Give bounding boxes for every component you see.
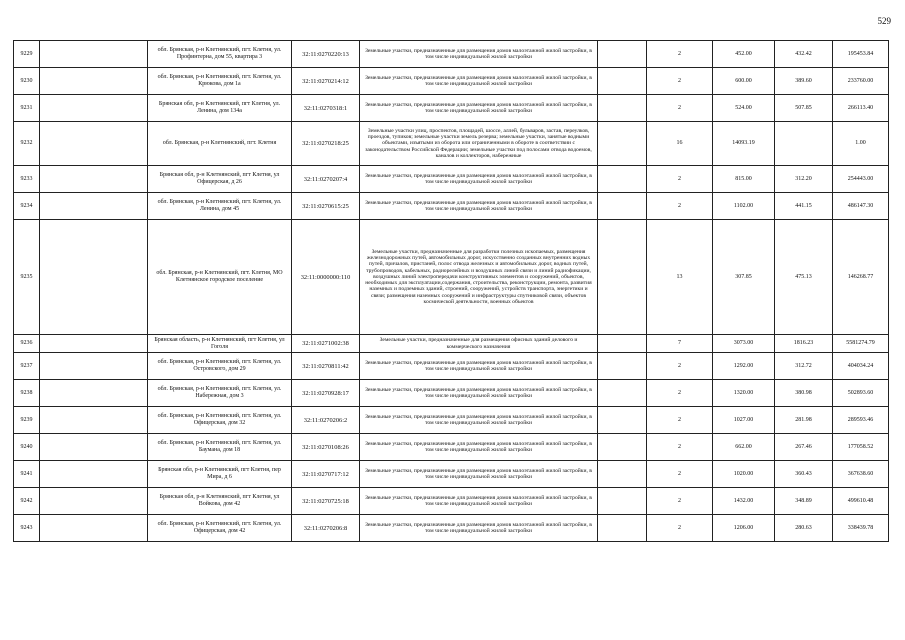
row-number-cell: 9233 xyxy=(14,166,40,193)
table-row xyxy=(14,193,889,220)
empty-cell xyxy=(598,68,647,95)
cadastral-number-cell: 32:11:0270220:13 xyxy=(292,41,360,68)
empty-cell xyxy=(598,488,647,515)
empty-cell xyxy=(40,335,148,353)
group-code-cell: 2 xyxy=(647,41,713,68)
row-number-cell: 9242 xyxy=(14,488,40,515)
cadastral-number-cell: 32:11:0000000:110 xyxy=(292,220,360,335)
group-code-cell: 2 xyxy=(647,515,713,542)
land-use-cell: Земельные участки, предназначенные для размещения домов малоэтажной жилой застройки, в том числе индивидуальной жилой застройки xyxy=(360,193,598,220)
table-row xyxy=(14,407,889,434)
cadastral-value-cell: 338439.78 xyxy=(833,515,889,542)
area-cell: 600.00 xyxy=(713,68,775,95)
empty-cell xyxy=(40,434,148,461)
area-cell: 1102.00 xyxy=(713,193,775,220)
area-cell: 524.00 xyxy=(713,95,775,122)
row-number-cell: 9243 xyxy=(14,515,40,542)
cadastral-value-cell: 254443.00 xyxy=(833,166,889,193)
address-cell: Брянская обл, р-н Клетнянский, пгт Клетня, ул Войкова, дом 42 xyxy=(148,488,292,515)
area-cell: 14093.19 xyxy=(713,122,775,166)
row-number-cell: 9241 xyxy=(14,461,40,488)
group-code-cell: 7 xyxy=(647,335,713,353)
specific-value-cell: 281.98 xyxy=(775,407,833,434)
empty-cell xyxy=(40,166,148,193)
specific-value-cell: 507.85 xyxy=(775,95,833,122)
area-cell: 815.00 xyxy=(713,166,775,193)
group-code-cell: 2 xyxy=(647,380,713,407)
table-row xyxy=(14,353,889,380)
land-use-cell: Земельные участки, предназначенные для размещения домов малоэтажной жилой застройки, в том числе индивидуальной жилой застройки xyxy=(360,380,598,407)
address-cell: обл. Брянская, р-н Клетнянский, пгт. Клетня, ул. Ленина, дом 45 xyxy=(148,193,292,220)
land-use-cell: Земельные участки, предназначенные для размещения домов малоэтажной жилой застройки, в том числе индивидуальной жилой застройки xyxy=(360,488,598,515)
table-row xyxy=(14,220,889,335)
specific-value-cell: 1816.23 xyxy=(775,335,833,353)
table-row xyxy=(14,122,889,166)
address-cell: обл. Брянская, р-н Клетнянский, пгт. Клетня, ул. Баумана, дом 18 xyxy=(148,434,292,461)
specific-value-cell xyxy=(775,122,833,166)
area-cell: 1027.00 xyxy=(713,407,775,434)
table-row xyxy=(14,95,889,122)
land-use-cell: Земельные участки, предназначенные для размещения домов малоэтажной жилой застройки, в том числе индивидуальной жилой застройки xyxy=(360,41,598,68)
cadastral-number-cell: 32:11:0271002:38 xyxy=(292,335,360,353)
group-code-cell: 2 xyxy=(647,95,713,122)
cadastral-number-cell: 32:11:0270811:42 xyxy=(292,353,360,380)
empty-cell xyxy=(598,515,647,542)
table-row xyxy=(14,68,889,95)
address-cell: обл. Брянская, р-н Клетнянский, пгт. Клетня, ул. Профинтерна, дом 55, квартира 3 xyxy=(148,41,292,68)
specific-value-cell: 348.89 xyxy=(775,488,833,515)
cadastral-value-cell: 146268.77 xyxy=(833,220,889,335)
row-number-cell: 9229 xyxy=(14,41,40,68)
specific-value-cell: 380.98 xyxy=(775,380,833,407)
address-cell: обл. Брянская, р-н Клетнянский, пгт. Клетня xyxy=(148,122,292,166)
row-number-cell: 9232 xyxy=(14,122,40,166)
land-use-cell: Земельные участки улиц, проспектов, площадей, шоссе, аллей, бульваров, застав, переулков, проездов, тупиков; земельные участки земель резерва; земельные участки, занятые водными объектами, изъятыми из оборота или ограниченными в обороте в соответствии с законодательством Российской Федерации; земельные участки под полосами отвода водоемов, каналов и коллекторов, набережные xyxy=(360,122,598,166)
specific-value-cell: 389.60 xyxy=(775,68,833,95)
cadastral-number-cell: 32:11:0270214:12 xyxy=(292,68,360,95)
empty-cell xyxy=(598,122,647,166)
table-row xyxy=(14,335,889,353)
address-cell: обл. Брянская, р-н Клетнянский, пгт. Клетня, ул. Офицерская, дом 32 xyxy=(148,407,292,434)
group-code-cell: 2 xyxy=(647,407,713,434)
empty-cell xyxy=(598,220,647,335)
address-cell: обл. Брянская, р-н Клетнянский, пгт. Клетня, ул. Островского, дом 29 xyxy=(148,353,292,380)
area-cell: 1292.00 xyxy=(713,353,775,380)
cadastral-value-cell: 367638.60 xyxy=(833,461,889,488)
area-cell: 307.85 xyxy=(713,220,775,335)
cadastral-value-cell: 486147.30 xyxy=(833,193,889,220)
cadastral-value-cell: 289593.46 xyxy=(833,407,889,434)
cadastral-number-cell: 32:11:0270717:12 xyxy=(292,461,360,488)
empty-cell xyxy=(598,380,647,407)
land-use-cell: Земельные участки, предназначенные для размещения домов малоэтажной жилой застройки, в том числе индивидуальной жилой застройки xyxy=(360,353,598,380)
empty-cell xyxy=(40,68,148,95)
empty-cell xyxy=(598,353,647,380)
registry-body xyxy=(14,41,889,542)
specific-value-cell: 312.20 xyxy=(775,166,833,193)
area-cell: 662.00 xyxy=(713,434,775,461)
land-use-cell: Земельные участки, предназначенные для разработки полезных ископаемых, размещения железнодорожных путей, автомобильных дорог, искусственно созданных внутренних водных путей, причалов, пристаней, полос отвода железных и автомобильных дорог, водных путей, трубопроводов, кабельных, радиорелейных и воздушных линий связи и линий радиофикации, воздушных линий электропередачи конструктивных элементов и сооружений, объектов, необходимых для эксплуатации,содержания, строительства, реконструкции, ремонта, развития наземных и подземных зданий, строений, сооружений, устройств транспорта, энергетики и связи; размещения наземных сооружений и инфраструктуры спутниковой связи, объектов космической деятельности, военных объектов xyxy=(360,220,598,335)
cadastral-value-cell: 195453.84 xyxy=(833,41,889,68)
cadastral-value-cell: 177058.52 xyxy=(833,434,889,461)
group-code-cell: 2 xyxy=(647,166,713,193)
group-code-cell: 16 xyxy=(647,122,713,166)
cadastral-number-cell: 32:11:0270928:17 xyxy=(292,380,360,407)
empty-cell xyxy=(598,461,647,488)
empty-cell xyxy=(40,95,148,122)
table-row xyxy=(14,41,889,68)
cadastral-number-cell: 32:11:0270218:25 xyxy=(292,122,360,166)
area-cell: 1206.00 xyxy=(713,515,775,542)
cadastral-value-cell: 233760.00 xyxy=(833,68,889,95)
area-cell: 1020.00 xyxy=(713,461,775,488)
land-use-cell: Земельные участки, предназначенные для размещения домов малоэтажной жилой застройки, в том числе индивидуальной жилой застройки xyxy=(360,166,598,193)
row-number-cell: 9237 xyxy=(14,353,40,380)
row-number-cell: 9231 xyxy=(14,95,40,122)
address-cell: Брянская обл, р-н Клетнянский, пгт Клетня, пер Мира, д 6 xyxy=(148,461,292,488)
empty-cell xyxy=(40,380,148,407)
area-cell: 1432.00 xyxy=(713,488,775,515)
group-code-cell: 2 xyxy=(647,193,713,220)
area-cell: 452.00 xyxy=(713,41,775,68)
specific-value-cell: 312.72 xyxy=(775,353,833,380)
land-use-cell: Земельные участки, предназначенные для размещения домов малоэтажной жилой застройки, в том числе индивидуальной жилой застройки xyxy=(360,461,598,488)
empty-cell xyxy=(40,407,148,434)
cadastral-value-cell: 404034.24 xyxy=(833,353,889,380)
cadastral-value-cell: 266113.40 xyxy=(833,95,889,122)
row-number-cell: 9236 xyxy=(14,335,40,353)
row-number-cell: 9235 xyxy=(14,220,40,335)
land-use-cell: Земельные участки, предназначенные для размещения домов малоэтажной жилой застройки, в том числе индивидуальной жилой застройки xyxy=(360,407,598,434)
area-cell: 3073.00 xyxy=(713,335,775,353)
empty-cell xyxy=(40,488,148,515)
specific-value-cell: 280.63 xyxy=(775,515,833,542)
empty-cell xyxy=(598,95,647,122)
table-row xyxy=(14,515,889,542)
empty-cell xyxy=(598,166,647,193)
empty-cell xyxy=(40,515,148,542)
address-cell: Брянская обл, р-н Клетнянский, пгт Клетня, ул. Ленина, дом 134а xyxy=(148,95,292,122)
empty-cell xyxy=(40,122,148,166)
specific-value-cell: 432.42 xyxy=(775,41,833,68)
cadastral-value-cell: 5581274.79 xyxy=(833,335,889,353)
group-code-cell: 2 xyxy=(647,488,713,515)
page-number: 529 xyxy=(877,16,891,26)
address-cell: обл. Брянская, р-н Клетнянский, пгт. Клетня, ул. Офицерская, дом 42 xyxy=(148,515,292,542)
cadastral-value-cell: 502893.60 xyxy=(833,380,889,407)
row-number-cell: 9239 xyxy=(14,407,40,434)
group-code-cell: 13 xyxy=(647,220,713,335)
table-row xyxy=(14,166,889,193)
table-row xyxy=(14,434,889,461)
empty-cell xyxy=(40,461,148,488)
empty-cell xyxy=(40,193,148,220)
empty-cell xyxy=(598,434,647,461)
land-registry-table xyxy=(13,40,889,542)
address-cell: обл. Брянская, р-н Клетнянский, пгт. Клетня, ул. Крюкова, дом 1а xyxy=(148,68,292,95)
specific-value-cell: 267.46 xyxy=(775,434,833,461)
group-code-cell: 2 xyxy=(647,461,713,488)
area-cell: 1320.00 xyxy=(713,380,775,407)
address-cell: обл. Брянская, р-н Клетнянский, пгт. Клетня, ул. Набережная, дом 3 xyxy=(148,380,292,407)
cadastral-number-cell: 32:11:0270108:26 xyxy=(292,434,360,461)
address-cell: обл. Брянская, р-н Клетнянский, пгт. Клетня, МО Клетнянское городское поселение xyxy=(148,220,292,335)
cadastral-number-cell: 32:11:0270206:8 xyxy=(292,515,360,542)
group-code-cell: 2 xyxy=(647,353,713,380)
land-use-cell: Земельные участки, предназначенные для размещения офисных зданий делового и коммерческого назначения xyxy=(360,335,598,353)
row-number-cell: 9234 xyxy=(14,193,40,220)
specific-value-cell: 475.13 xyxy=(775,220,833,335)
empty-cell xyxy=(598,335,647,353)
specific-value-cell: 441.15 xyxy=(775,193,833,220)
land-use-cell: Земельные участки, предназначенные для размещения домов малоэтажной жилой застройки, в том числе индивидуальной жилой застройки xyxy=(360,95,598,122)
address-cell: Брянская область, р-н Клетнянский, пгт Клетня, ул Гоголя xyxy=(148,335,292,353)
table-row xyxy=(14,380,889,407)
cadastral-value-cell: 499610.48 xyxy=(833,488,889,515)
empty-cell xyxy=(598,407,647,434)
cadastral-number-cell: 32:11:0270725:18 xyxy=(292,488,360,515)
cadastral-number-cell: 32:11:0270207:4 xyxy=(292,166,360,193)
table-row xyxy=(14,488,889,515)
cadastral-number-cell: 32:11:0270615:25 xyxy=(292,193,360,220)
empty-cell xyxy=(40,41,148,68)
empty-cell xyxy=(40,220,148,335)
group-code-cell: 2 xyxy=(647,68,713,95)
table-row xyxy=(14,461,889,488)
address-cell: Брянская обл, р-н Клетнянский, пгт Клетня, ул Офицерская, д 26 xyxy=(148,166,292,193)
row-number-cell: 9238 xyxy=(14,380,40,407)
cadastral-value-cell: 1.00 xyxy=(833,122,889,166)
row-number-cell: 9230 xyxy=(14,68,40,95)
land-use-cell: Земельные участки, предназначенные для размещения домов малоэтажной жилой застройки, в том числе индивидуальной жилой застройки xyxy=(360,434,598,461)
cadastral-number-cell: 32:11:0270206:2 xyxy=(292,407,360,434)
land-use-cell: Земельные участки, предназначенные для размещения домов малоэтажной жилой застройки, в том числе индивидуальной жилой застройки xyxy=(360,515,598,542)
group-code-cell: 2 xyxy=(647,434,713,461)
row-number-cell: 9240 xyxy=(14,434,40,461)
land-use-cell: Земельные участки, предназначенные для размещения домов малоэтажной жилой застройки, в том числе индивидуальной жилой застройки xyxy=(360,68,598,95)
specific-value-cell: 360.43 xyxy=(775,461,833,488)
empty-cell xyxy=(598,41,647,68)
empty-cell xyxy=(598,193,647,220)
cadastral-number-cell: 32:11:0270318:1 xyxy=(292,95,360,122)
empty-cell xyxy=(40,353,148,380)
